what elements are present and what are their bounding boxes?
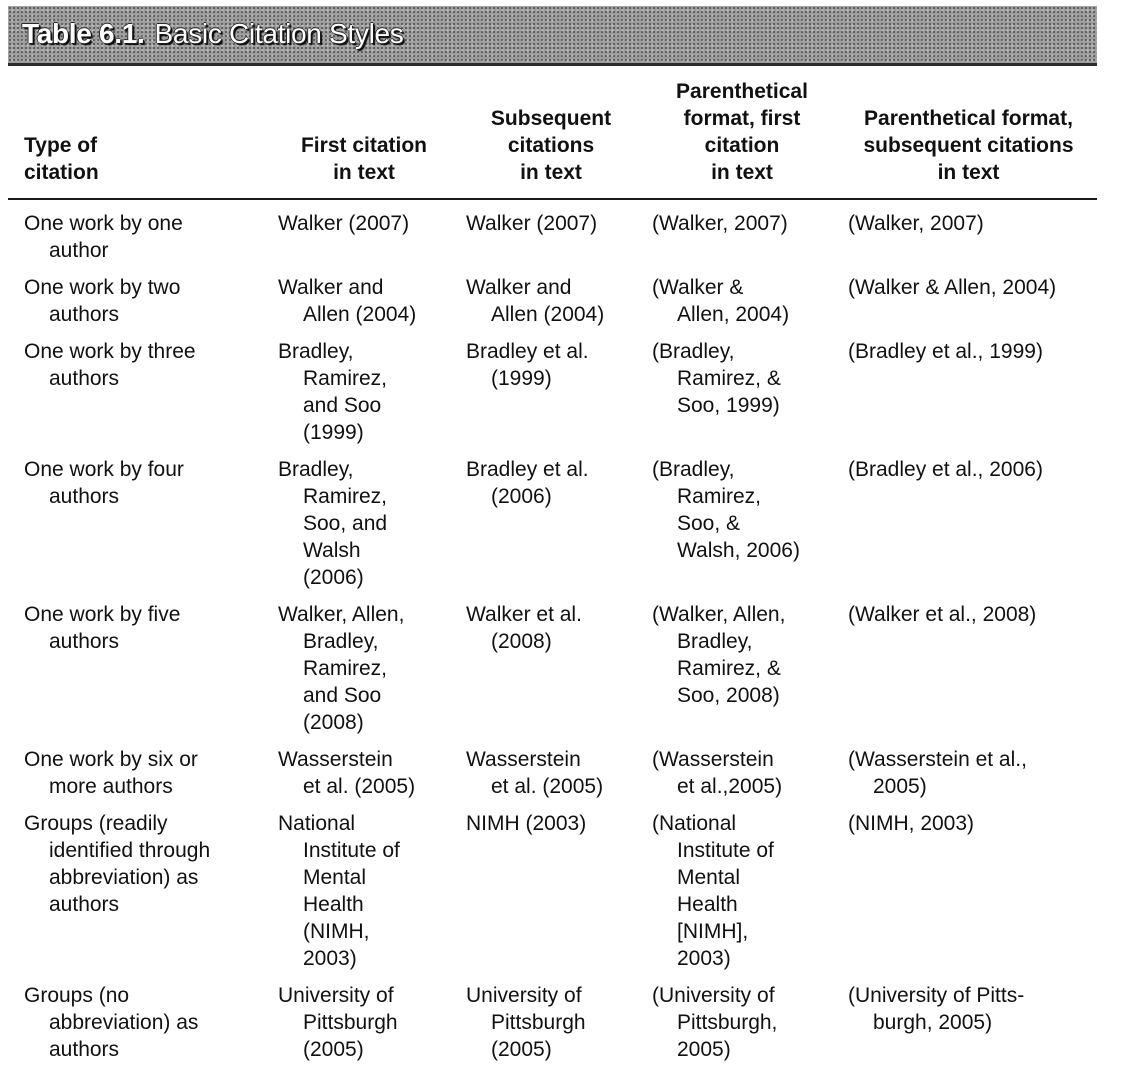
cell-text: Walker et al. (2008): [466, 603, 582, 653]
table-cell: [8, 456, 270, 601]
table-header-row: [8, 78, 1097, 198]
cell-text: (Bradley, Ramirez, & Soo, 1999): [652, 340, 781, 417]
table-cell: [8, 338, 270, 456]
table-number: Table 6.1.: [22, 18, 145, 49]
table-cell: [270, 982, 458, 1073]
table-row: [8, 338, 1097, 456]
cell-text: One work by six or more authors: [24, 748, 198, 798]
cell-text: One work by three authors: [24, 340, 196, 390]
table-cell: [840, 810, 1097, 982]
table-cell: [270, 338, 458, 456]
table-cell: [8, 198, 270, 274]
table-cell: [458, 456, 644, 601]
table-cell: [458, 274, 644, 338]
table-cell: [644, 274, 840, 338]
cell-text: (Walker et al., 2008): [848, 603, 1037, 626]
cell-text: (National Institute of Mental Health [NIMH], 2003): [652, 812, 774, 970]
table-row: [8, 601, 1097, 746]
table-row: [8, 198, 1097, 274]
cell-text: (Wasserstein et al.,2005): [652, 748, 783, 798]
column-header-subsequent-citations: Subsequent citations in text: [490, 107, 612, 184]
cell-text: Bradley et al. (1999): [466, 340, 589, 390]
table-cell: [840, 982, 1097, 1073]
table-cell: [840, 746, 1097, 810]
column-header-type-of-citation: Type of citation: [24, 134, 99, 184]
cell-text: (Bradley et al., 2006): [848, 458, 1043, 481]
table-cell: [8, 274, 270, 338]
table-cell: [270, 746, 458, 810]
table-cell: [458, 601, 644, 746]
column-header-first-citation: First citation in text: [300, 134, 427, 184]
cell-text: (University of Pitts- burgh, 2005): [848, 984, 1025, 1034]
table-row: [8, 746, 1097, 810]
table-cell: [644, 198, 840, 274]
cell-text: (Walker, 2007): [848, 212, 984, 235]
table-cell: [270, 198, 458, 274]
table-caption: Basic Citation Styles: [154, 18, 404, 49]
table-cell: [644, 456, 840, 601]
table-cell: [840, 338, 1097, 456]
table-cell: [644, 601, 840, 746]
cell-text: (Bradley et al., 1999): [848, 340, 1043, 363]
cell-text: Wasserstein et al. (2005): [466, 748, 604, 798]
cell-text: Bradley, Ramirez, and Soo (1999): [278, 340, 388, 444]
cell-text: One work by two authors: [24, 276, 181, 326]
table-title: [22, 18, 403, 50]
table-cell: [8, 810, 270, 982]
cell-text: University of Pittsburgh (2005): [466, 984, 586, 1061]
cell-text: Bradley, Ramirez, Soo, and Walsh (2006): [278, 458, 388, 589]
table-cell: [270, 601, 458, 746]
table-cell: [644, 746, 840, 810]
cell-text: Bradley et al. (2006): [466, 458, 589, 508]
table-cell: [458, 982, 644, 1073]
table-row: [8, 274, 1097, 338]
table-cell: [458, 810, 644, 982]
table-cell: [840, 456, 1097, 601]
table-cell: [8, 746, 270, 810]
cell-text: (Walker, 2007): [652, 212, 788, 235]
table-cell: [8, 601, 270, 746]
cell-text: (Walker, Allen, Bradley, Ramirez, & Soo, 2008): [652, 603, 786, 707]
cell-text: One work by five authors: [24, 603, 181, 653]
table-cell: [840, 274, 1097, 338]
cell-text: Wasserstein et al. (2005): [278, 748, 416, 798]
cell-text: (Wasserstein et al., 2005): [848, 748, 1027, 798]
cell-text: University of Pittsburgh (2005): [278, 984, 398, 1061]
table-row: [8, 982, 1097, 1073]
cell-text: One work by one author: [24, 212, 183, 262]
table-cell: [458, 338, 644, 456]
cell-text: NIMH (2003): [466, 812, 587, 835]
table-cell: [458, 746, 644, 810]
cell-text: (Walker & Allen, 2004): [652, 276, 790, 326]
cell-text: Walker, Allen, Bradley, Ramirez, and Soo (2008): [278, 603, 405, 734]
cell-text: Walker (2007): [278, 212, 410, 235]
cell-text: (Walker & Allen, 2004): [848, 276, 1057, 299]
cell-text: Walker and Allen (2004): [466, 276, 605, 326]
table-title-bar: [8, 6, 1097, 66]
table-cell: [270, 274, 458, 338]
column-header-parenthetical-subsequent: Parenthetical format, subsequent citations in text: [863, 107, 1074, 184]
cell-text: (NIMH, 2003): [848, 812, 975, 835]
table-cell: [8, 982, 270, 1073]
table-cell: [458, 198, 644, 274]
table-cell: [840, 198, 1097, 274]
cell-text: Groups (readily identified through abbreviation) as authors: [24, 812, 211, 916]
table-cell: [644, 810, 840, 982]
table-cell: [270, 810, 458, 982]
table-cell: [644, 982, 840, 1073]
table-row: [8, 810, 1097, 982]
cell-text: (University of Pittsburgh, 2005): [652, 984, 778, 1061]
cell-text: National Institute of Mental Health (NIMH, 2003): [278, 812, 400, 970]
cell-text: Walker (2007): [466, 212, 598, 235]
table-cell: [270, 456, 458, 601]
cell-text: One work by four authors: [24, 458, 184, 508]
column-header-parenthetical-first: Parenthetical format, first citation in text: [676, 80, 808, 184]
table-row: [8, 456, 1097, 601]
table-cell: [644, 338, 840, 456]
cell-text: Walker and Allen (2004): [278, 276, 417, 326]
cell-text: (Bradley, Ramirez, Soo, & Walsh, 2006): [652, 458, 800, 562]
cell-text: Groups (no abbreviation) as authors: [24, 984, 199, 1061]
citation-styles-table: [8, 78, 1097, 1073]
table-cell: [840, 601, 1097, 746]
